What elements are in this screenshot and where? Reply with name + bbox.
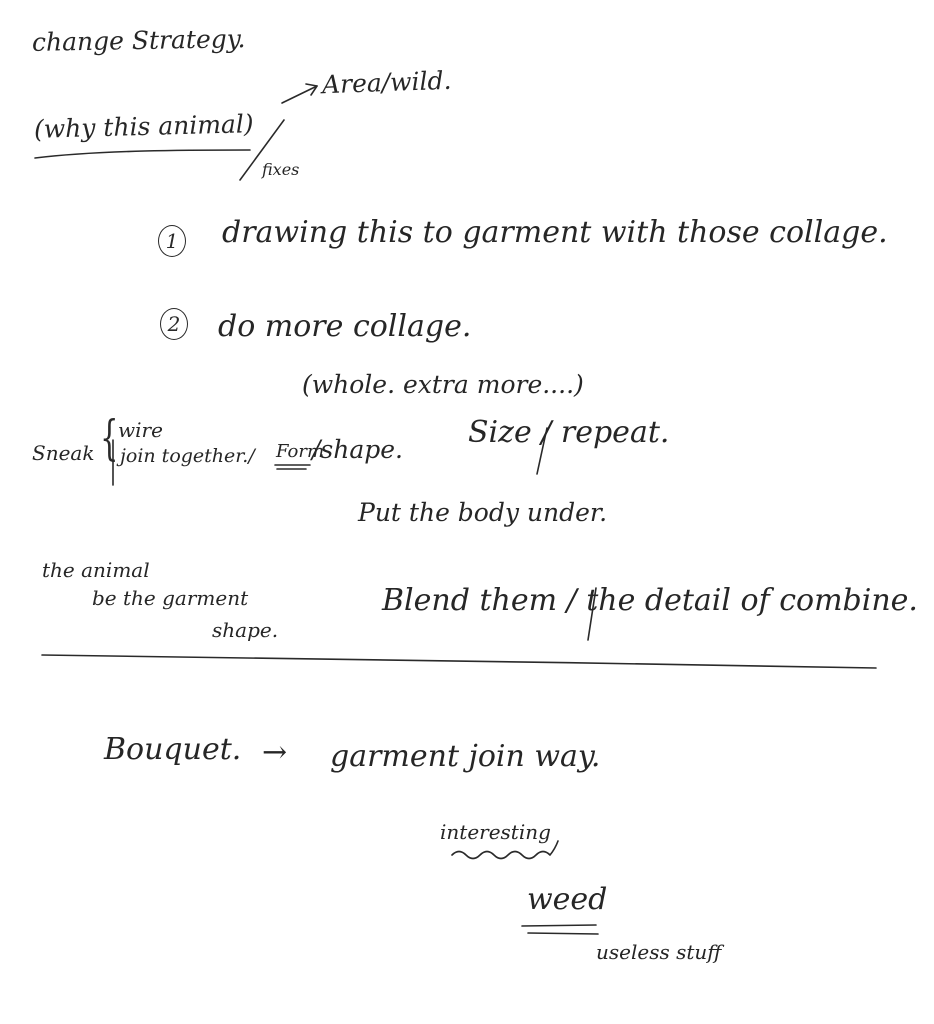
size-repeat-text: Size / repeat. — [468, 415, 670, 450]
item-1-number: 1 — [158, 225, 186, 257]
arrow-icon: → — [262, 735, 288, 770]
area-wild-text: Area/wild. — [321, 65, 452, 100]
weed-underline-1 — [522, 925, 596, 926]
bouquet-text: Bouquet. — [104, 732, 242, 767]
wire-text: wire — [118, 418, 163, 442]
fixes-text: fixes — [262, 160, 300, 179]
why-this-animal-text: (why this animal) — [33, 109, 254, 144]
arrow-head-area — [306, 84, 317, 95]
animal-line-3: shape. — [212, 618, 279, 642]
brace-icon: { — [100, 410, 119, 466]
animal-line-1: the animal — [42, 558, 150, 582]
item-2-number: 2 — [160, 308, 188, 340]
sneak-text: Sneak — [32, 441, 95, 465]
shape-text: /shape. — [312, 435, 404, 464]
weed-text: weed — [527, 882, 608, 917]
whole-extra-text: (whole. extra more....) — [302, 370, 584, 399]
weed-underline-2 — [528, 933, 598, 934]
join-together-text: join together./ — [120, 445, 255, 467]
item-1-text: drawing this to garment with those collage. — [222, 215, 888, 250]
divider-line — [42, 655, 876, 668]
why-underline — [35, 150, 250, 158]
item-2-text: do more collage. — [218, 309, 472, 344]
useless-stuff-text: useless stuff — [596, 940, 722, 964]
blend-text: Blend them / the detail of combine. — [382, 583, 918, 618]
arrow-to-area — [282, 86, 317, 103]
animal-line-2: be the garment — [92, 586, 249, 610]
garment-join-text: garment join way. — [330, 739, 601, 774]
put-body-text: Put the body under. — [358, 498, 608, 527]
form-text: Form — [276, 441, 325, 462]
change-strategy-text: change Strategy. — [31, 24, 246, 57]
interesting-text: interesting — [440, 820, 551, 844]
